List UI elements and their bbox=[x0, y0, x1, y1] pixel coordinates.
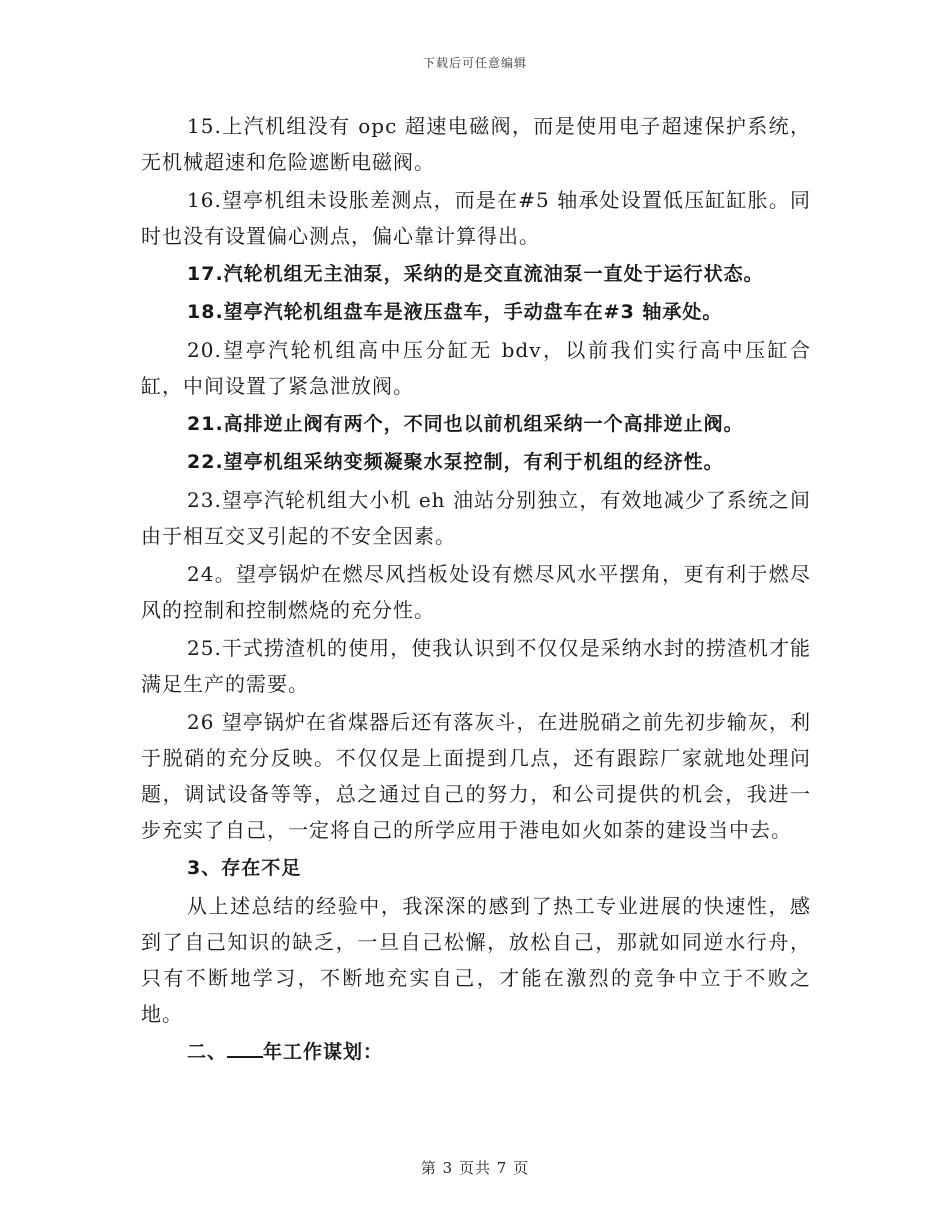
page-footer: 第 3 页共 7 页 bbox=[420, 1159, 530, 1177]
paragraph-18: 18.望亭汽轮机组盘车是液压盘车，手动盘车在#3 轴承处。 bbox=[187, 301, 723, 323]
section-heading-work-plan bbox=[141, 1034, 811, 1070]
paragraph-17: 17.汽轮机组无主油泵，采纳的是交直流油泵一直处于运行状态。 bbox=[187, 263, 764, 285]
paragraph-16: 16.望亭机组未设胀差测点，而是在#5 轴承处设置低压缸缸胀。同时也没有设置偏心测点，偏心靠计算得出。 bbox=[141, 188, 811, 248]
paragraph-20: 20.望亭汽轮机组高中压分缸无 bdv，以前我们实行高中压缸合缸，中间设置了紧急泄放阀。 bbox=[141, 338, 811, 398]
paragraph-15: 15.上汽机组没有 opc 超速电磁阀，而是使用电子超速保护系统，无机械超速和危险遮断电磁阀。 bbox=[141, 114, 811, 174]
paragraph-23: 23.望亭汽轮机组大小机 eh 油站分别独立，有效地减少了系统之间由于相互交叉引起的不安全因素。 bbox=[141, 488, 811, 548]
work-plan-prefix: 二、 bbox=[187, 1041, 228, 1063]
section-heading-shortcomings: 3、存在不足 bbox=[187, 857, 302, 879]
paragraph-22: 22.望亭机组采纳变频凝聚水泵控制，有利于机组的经济性。 bbox=[187, 451, 724, 473]
work-plan-suffix: 年工作谋划： bbox=[263, 1041, 384, 1063]
paragraph-21: 21.高排逆止阀有两个，不同也以前机组采纳一个高排逆止阀。 bbox=[187, 413, 744, 435]
document-body bbox=[141, 108, 811, 1072]
paragraph-25: 25.干式捞渣机的使用，使我认识到不仅仅是采纳水封的捞渣机才能满足生产的需要。 bbox=[141, 636, 811, 696]
paragraph-26: 26 望亭锅炉在省煤器后还有落灰斗，在进脱硝之前先初步输灰，利于脱硝的充分反映。不仅仅是上面提到几点，还有跟踪厂家就地处理问题，调试设备等等，总之通过自己的努力，和公司提供的机会，我进一步充实了自己，一定将自己的所学应用于港电如火如荼的建设当中去。 bbox=[141, 710, 811, 842]
paragraph-shortcomings: 从上述总结的经验中，我深深的感到了热工专业进展的快速性，感到了自己知识的缺乏，一旦自己松懈，放松自己，那就如同逆水行舟，只有不断地学习，不断地充实自己，才能在激烈的竞争中立于不败之地。 bbox=[141, 894, 811, 1026]
page-header: 下载后可任意编辑 bbox=[422, 56, 527, 70]
paragraph-24: 24。望亭锅炉在燃尽风挡板处设有燃尽风水平摆角，更有利于燃尽风的控制和控制燃烧的充分性。 bbox=[141, 562, 811, 622]
blank-underline bbox=[227, 1038, 263, 1058]
